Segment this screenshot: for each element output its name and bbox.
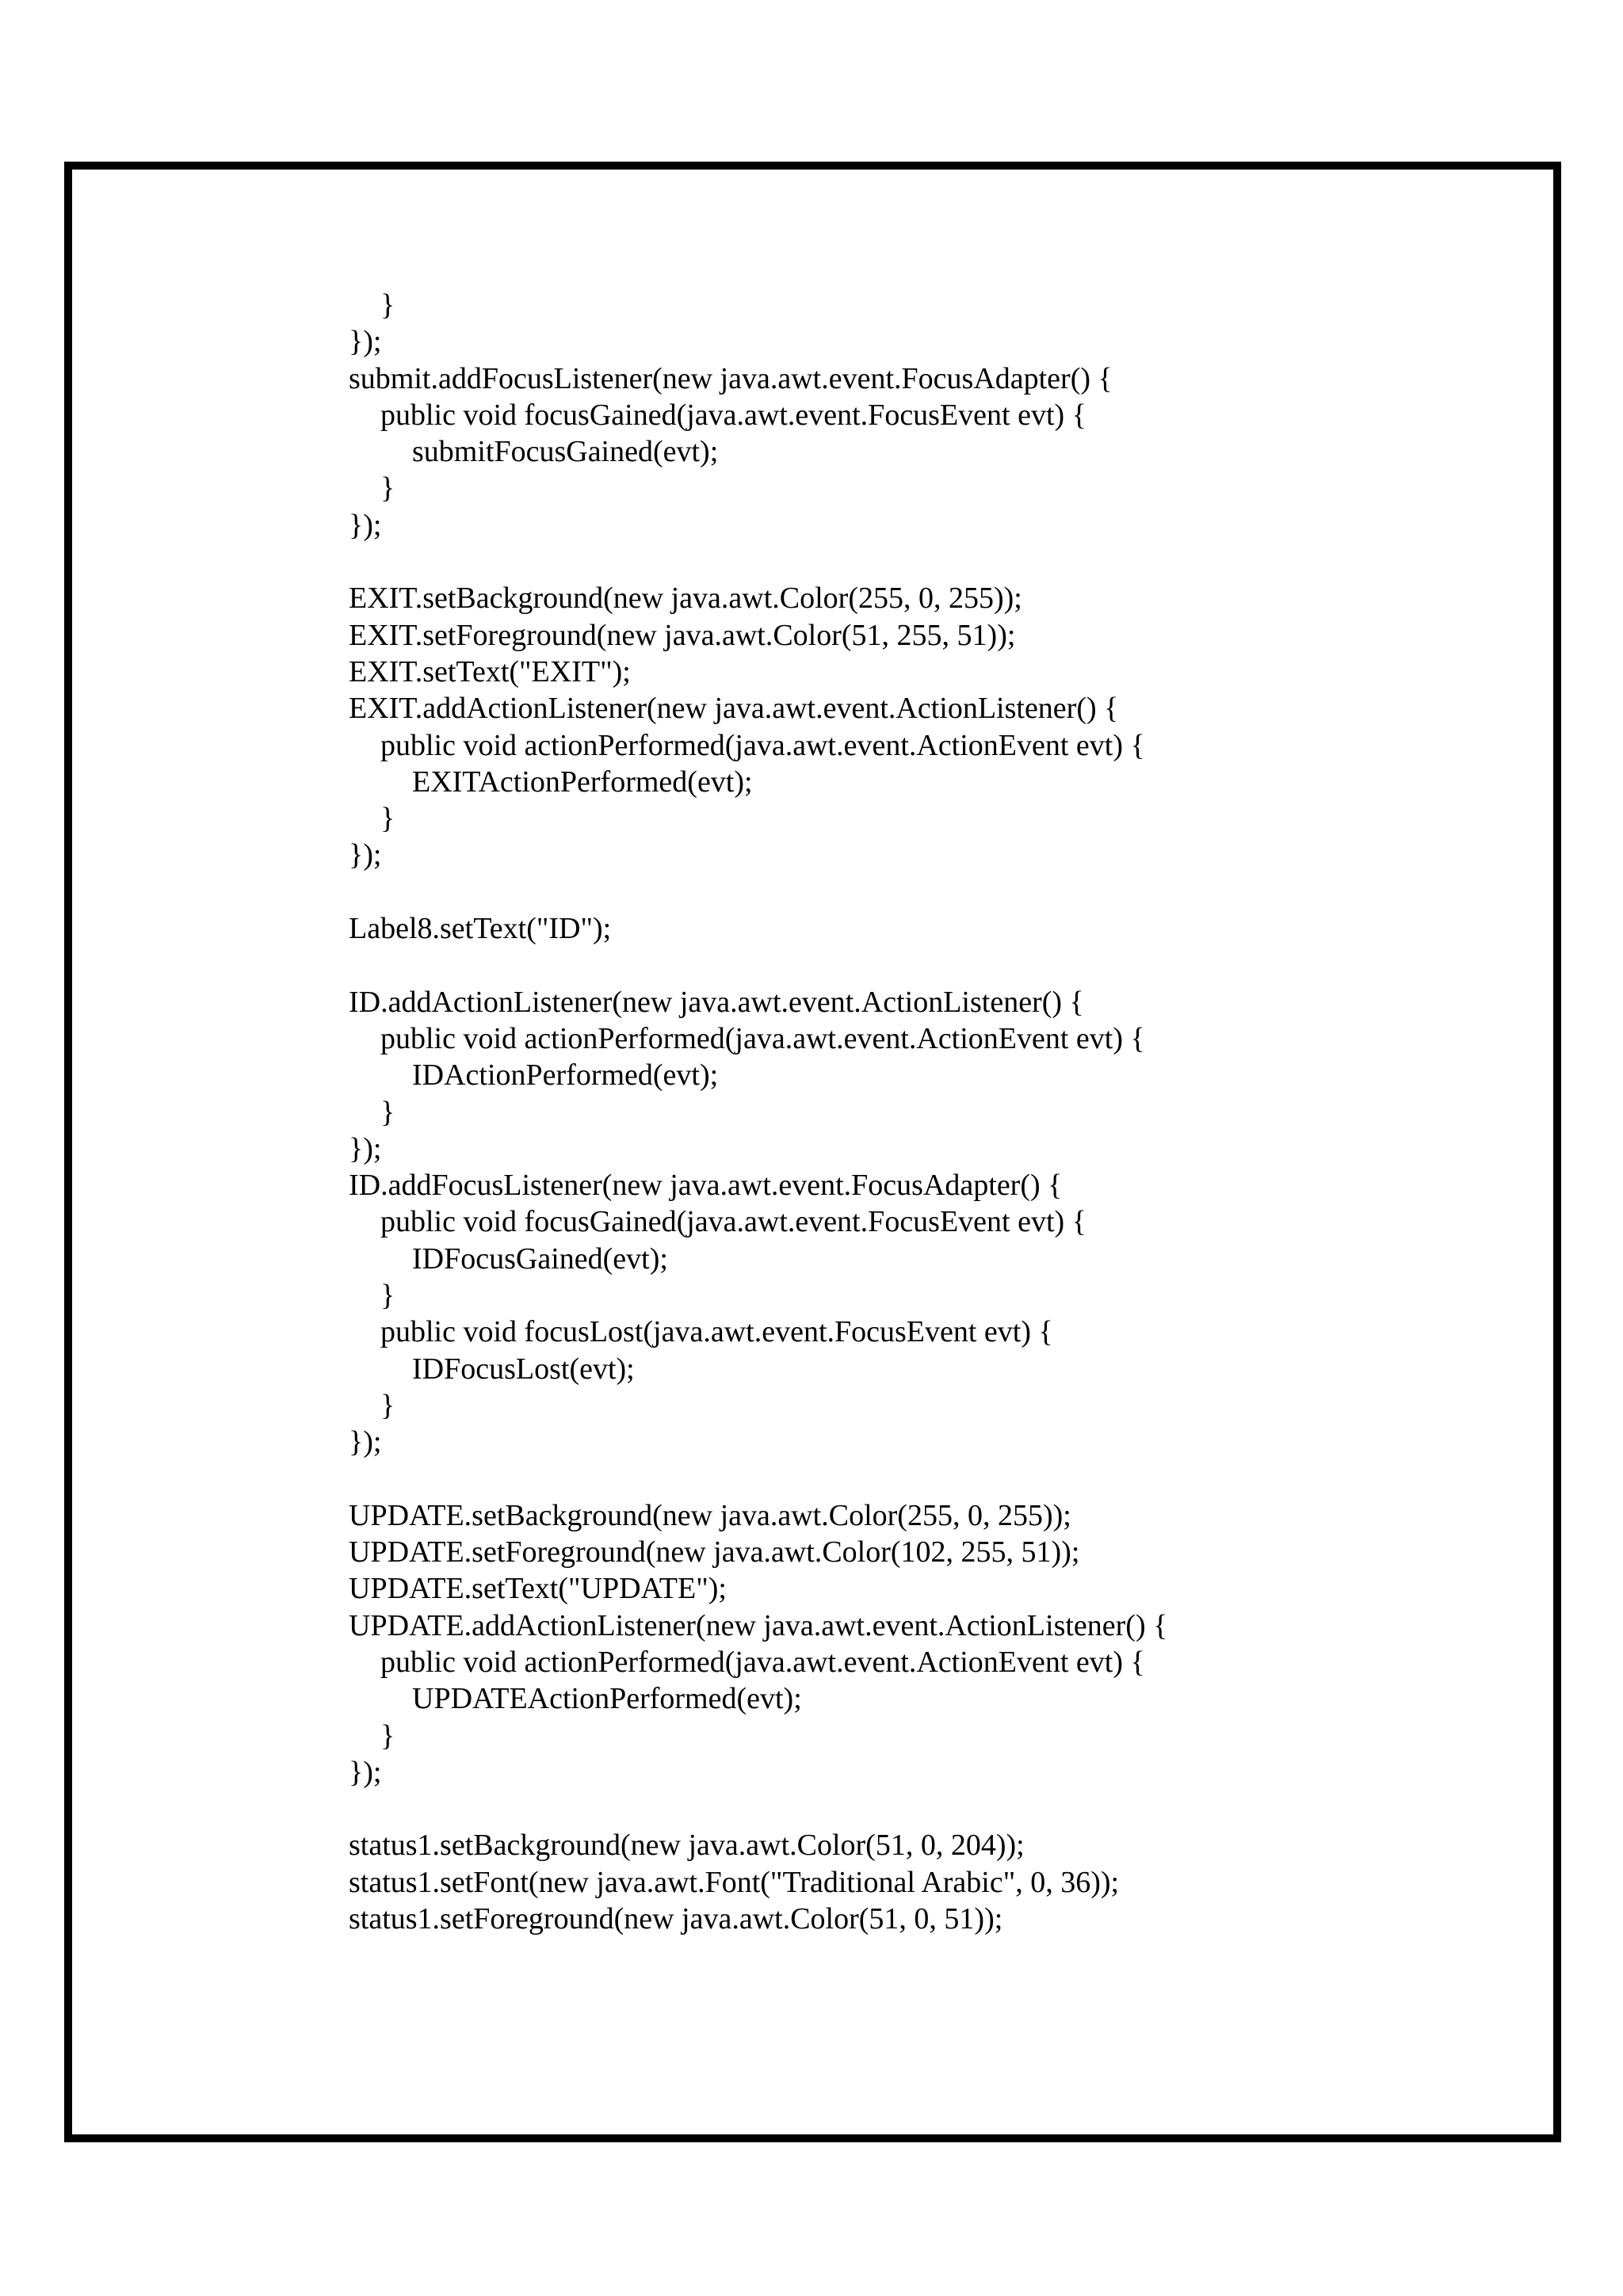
code-line: } xyxy=(380,1388,395,1422)
code-listing xyxy=(349,287,1167,1937)
code-line: } xyxy=(380,471,395,505)
code-line xyxy=(349,1791,1167,1827)
code-line: }); xyxy=(349,1755,382,1789)
code-line: IDFocusLost(evt); xyxy=(412,1352,635,1386)
code-line: } xyxy=(380,288,395,322)
code-line: }); xyxy=(349,1425,382,1459)
code-line: submitFocusGained(evt); xyxy=(412,435,719,469)
code-line: } xyxy=(380,1718,395,1753)
code-line: IDFocusGained(evt); xyxy=(412,1241,668,1276)
code-line: public void actionPerformed(java.awt.event.ActionEvent evt) { xyxy=(380,728,1145,762)
code-line xyxy=(349,1461,1167,1497)
code-line: UPDATE.setText("UPDATE"); xyxy=(349,1572,727,1606)
code-line xyxy=(349,543,1167,580)
code-line: UPDATE.setBackground(new java.awt.Color(255, 0, 255)); xyxy=(349,1498,1071,1532)
code-line: EXIT.setForeground(new java.awt.Color(51, 255, 51)); xyxy=(349,618,1016,652)
code-line: EXIT.setBackground(new java.awt.Color(255, 0, 255)); xyxy=(349,582,1022,616)
code-line xyxy=(349,874,1167,910)
code-line: UPDATE.addActionListener(new java.awt.event.ActionListener() { xyxy=(349,1608,1168,1642)
code-line: public void actionPerformed(java.awt.event.ActionEvent evt) { xyxy=(380,1021,1145,1055)
code-line: status1.setBackground(new java.awt.Color(51, 0, 204)); xyxy=(349,1829,1025,1863)
code-line: }); xyxy=(349,838,382,872)
code-line: public void focusGained(java.awt.event.FocusEvent evt) { xyxy=(380,1205,1086,1239)
code-line: status1.setForeground(new java.awt.Color(51, 0, 51)); xyxy=(349,1902,1003,1936)
code-line: } xyxy=(380,802,395,836)
code-line: status1.setFont(new java.awt.Font("Traditional Arabic", 0, 36)); xyxy=(349,1865,1120,1899)
code-line: UPDATE.setForeground(new java.awt.Color(102, 255, 51)); xyxy=(349,1535,1080,1569)
code-line: }); xyxy=(349,508,382,542)
code-line: UPDATEActionPerformed(evt); xyxy=(412,1682,802,1716)
code-line xyxy=(349,947,1167,983)
code-line: submit.addFocusListener(new java.awt.event.FocusAdapter() { xyxy=(349,361,1113,395)
code-line: Label8.setText("ID"); xyxy=(349,912,612,946)
code-line: } xyxy=(380,1095,395,1129)
code-line: IDActionPerformed(evt); xyxy=(412,1058,719,1093)
code-line: ID.addFocusListener(new java.awt.event.FocusAdapter() { xyxy=(349,1169,1063,1203)
code-line: EXIT.setText("EXIT"); xyxy=(349,654,631,688)
code-line: public void actionPerformed(java.awt.event.ActionEvent evt) { xyxy=(380,1645,1145,1679)
code-line: public void focusGained(java.awt.event.FocusEvent evt) { xyxy=(380,398,1086,432)
code-line: EXIT.addActionListener(new java.awt.event.ActionListener() { xyxy=(349,692,1119,726)
code-line: EXITActionPerformed(evt); xyxy=(412,765,753,799)
code-line: } xyxy=(380,1279,395,1313)
code-line: }); xyxy=(349,325,382,359)
code-line: ID.addActionListener(new java.awt.event.ActionListener() { xyxy=(349,985,1084,1019)
code-line: public void focusLost(java.awt.event.FocusEvent evt) { xyxy=(380,1315,1053,1349)
code-line: }); xyxy=(349,1131,382,1165)
